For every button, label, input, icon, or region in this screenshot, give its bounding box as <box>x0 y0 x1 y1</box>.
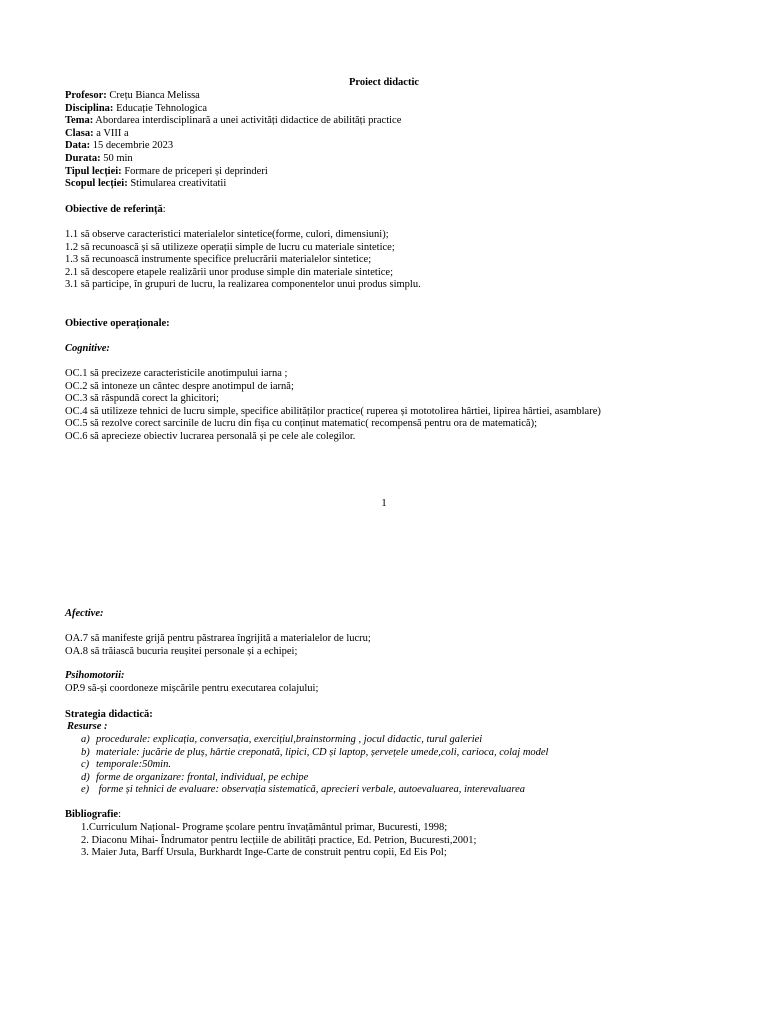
resources-list <box>65 734 761 797</box>
bibliography-heading <box>65 809 745 822</box>
bibliography-list <box>65 822 761 860</box>
header-info <box>65 90 745 191</box>
header-line-data <box>65 140 745 153</box>
list-item: 1.1 să observe caracteristici materialelor sintetice(forme, culori, dimensiuni); <box>65 229 389 240</box>
resources-heading: Resurse : <box>67 721 108 732</box>
operational-objectives-heading: Obiective operaționale: <box>65 318 170 329</box>
header-label: Scopul lecției: <box>65 178 128 190</box>
header-label: Tipul lecției: <box>65 165 122 177</box>
header-line-durata <box>65 153 745 166</box>
header-label: Profesor: <box>65 90 107 101</box>
item-label: c) <box>81 759 90 771</box>
list-item: OC.3 să răspundă corect la ghicitori; <box>65 393 219 405</box>
header-line-clasa <box>65 128 745 141</box>
list-item: 2.1 să descopere etapele realizării unor produse simple din materiale sintetice; <box>65 266 393 278</box>
heading-colon: : <box>162 204 166 215</box>
section-heading: Bibliografie <box>65 809 119 820</box>
header-line-disciplina <box>65 103 745 116</box>
header-value: Crețu Bianca Melissa <box>106 90 200 101</box>
list-item: OC.6 să aprecieze obiectiv lucrarea personală și pe cele ale colegilor. <box>65 430 356 442</box>
list-item: 1.2 să recunoască și să utilizeze operații simple de lucru cu materiale sintetice; <box>65 241 395 253</box>
list-item <box>81 734 761 747</box>
list-item: 3.1 să participe, în grupuri de lucru, la realizarea componentelor unui produs simplu. <box>65 279 421 291</box>
page-number: 1 <box>381 497 387 509</box>
item-label: e) <box>81 784 90 796</box>
item-label: a) <box>81 734 90 745</box>
heading-colon: : <box>118 809 122 820</box>
affective-heading: Afective: <box>65 608 104 619</box>
reference-objectives-heading <box>65 204 745 217</box>
section-heading: Obiective de referință <box>65 204 163 215</box>
list-item: OC.4 să utilizeze tehnici de lucru simple, specifice abilităților practice( ruperea și mototolirea hârtiei, lipirea hârtiei, asamblare) <box>65 405 601 417</box>
header-line-profesor <box>65 90 745 103</box>
list-item: 1.3 să recunoască instrumente specifice prelucrării materialelor sintetice; <box>65 254 372 266</box>
list-item: OC.1 să precizeze caracteristicile anotimpului iarna ; <box>65 368 288 379</box>
list-item <box>81 772 761 785</box>
item-label: b) <box>81 746 90 758</box>
header-value: Formare de priceperi și deprinderi <box>121 165 268 177</box>
header-value: Educație Tehnologica <box>113 102 207 114</box>
header-value: 15 decembrie 2023 <box>90 140 174 152</box>
item-text: forme și tehnici de evaluare: observația sistematică, aprecieri verbale, autoevaluarea, interevaluarea <box>96 784 526 796</box>
header-value: Stimularea creativitatii <box>127 178 227 190</box>
item-text: procedurale: explicația, conversația, exercițiul,brainstorming , jocul didactic, turul galeriei <box>96 734 483 745</box>
header-label: Tema: <box>65 115 94 127</box>
strategy-heading: Strategia didactică: <box>65 709 153 720</box>
header-value: a VIII a <box>93 127 129 139</box>
header-line-scopul <box>65 178 745 191</box>
header-label: Durata: <box>65 152 101 164</box>
affective-list <box>65 633 745 658</box>
list-item: OA.7 să manifeste grijă pentru păstrarea îngrijită a materialelor de lucru; <box>65 633 371 644</box>
list-item: OP.9 să-și coordoneze mișcările pentru executarea colajului; <box>65 683 319 694</box>
cognitive-list <box>65 368 745 444</box>
list-item: OA.8 să trăiască bucuria reușitei personale și a echipei; <box>65 645 298 657</box>
header-line-tema <box>65 115 745 128</box>
item-label: d) <box>81 771 90 783</box>
item-text: materiale: jucărie de pluș, hârtie creponată, lipici, CD și laptop, șervețele umede,coli, carioca, colaj model <box>96 746 549 758</box>
header-line-tipul <box>65 166 745 179</box>
item-text: temporale:50min. <box>96 759 171 771</box>
header-value: Abordarea interdisciplinară a unei activități didactice de abilități practice <box>93 115 402 127</box>
psychomotor-list <box>65 683 745 696</box>
list-item: 3. Maier Juta, Barff Ursula, Burkhardt Inge-Carte de construit pentru copii, Ed Eis Pol; <box>81 847 447 859</box>
list-item <box>81 747 761 760</box>
list-item: OC.2 să intoneze un cântec despre anotimpul de iarnă; <box>65 380 294 392</box>
list-item <box>81 784 761 797</box>
item-text: forme de organizare: frontal, individual, pe echipe <box>96 771 309 783</box>
header-label: Data: <box>65 140 91 152</box>
list-item: 1.Curriculum Național- Programe școlare pentru învațământul primar, Bucuresti, 1998; <box>81 822 448 833</box>
reference-objectives-list <box>65 229 745 292</box>
list-item: OC.5 să rezolve corect sarcinile de lucru din fișa cu conținut matematic( recompensă pentru ora de matematică); <box>65 418 538 430</box>
header-value: 50 min <box>100 152 133 164</box>
cognitive-heading: Cognitive: <box>65 343 110 354</box>
document-title: Proiect didactic <box>348 77 420 88</box>
list-item: 2. Diaconu Mihai- Îndrumator pentru lecțiile de abilități practice, Ed. Petrion, Bucuresti,2001; <box>81 834 477 846</box>
header-label: Disciplina: <box>65 102 114 114</box>
header-label: Clasa: <box>65 127 94 139</box>
psychomotor-heading: Psihomotorii: <box>65 670 125 681</box>
list-item <box>81 759 761 772</box>
